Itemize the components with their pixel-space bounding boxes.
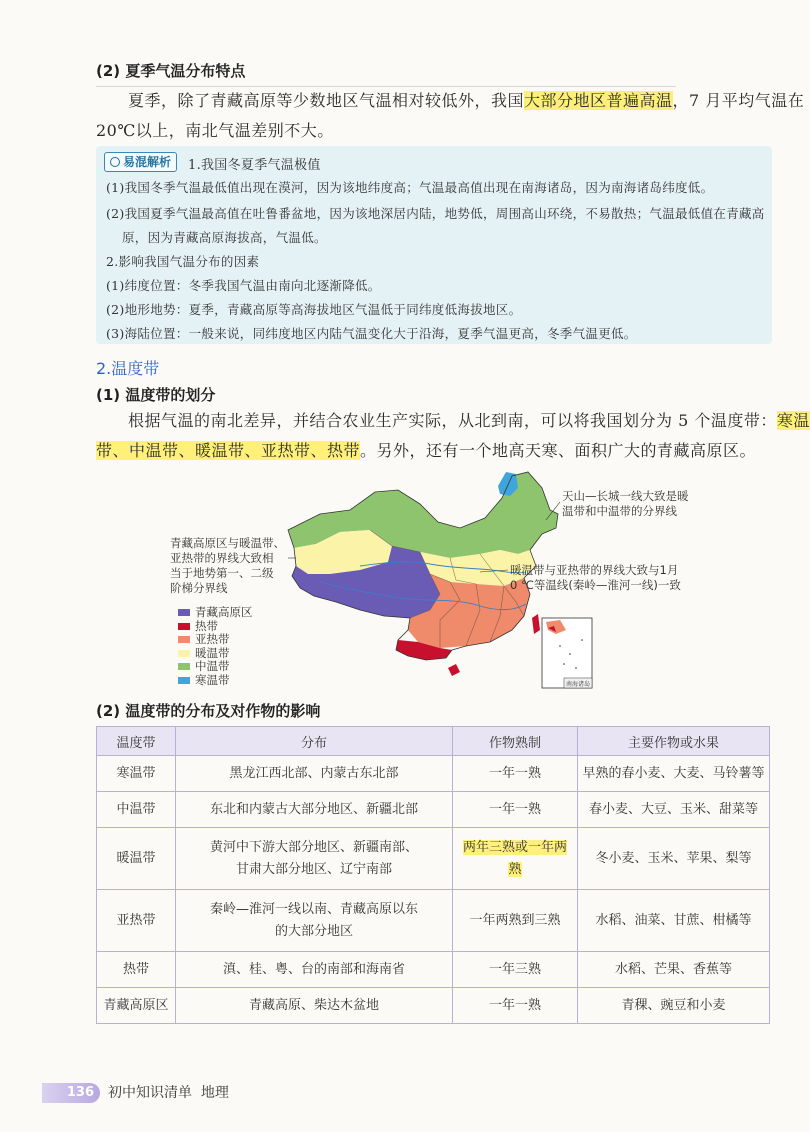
table-row: [97, 952, 770, 988]
cropping-cell: 一年一熟: [453, 988, 578, 1024]
cropping-cell: [453, 828, 578, 890]
analysis-line: (3)海陆位置：一般来说，同纬度地区内陆气温变化大于沿海，夏季气温更高，冬季气温更低。: [106, 326, 637, 341]
distribution-cell: 黑龙江西北部、内蒙古东北部: [176, 756, 453, 792]
legend-label: 青藏高原区: [195, 605, 253, 619]
band-cell: 中温带: [97, 792, 176, 828]
table-row: [97, 890, 770, 952]
crops-cell: 早熟的春小麦、大麦、马铃薯等: [578, 756, 770, 792]
map-annotation-left: 青藏高原区与暖温带、 亚热带的界线大致相 当于地势第一、二级 阶梯分界线: [170, 536, 285, 595]
analysis-title-1: 1.我国冬夏季气温极值: [188, 158, 321, 173]
table-row: [97, 792, 770, 828]
distribution-cell: 秦岭—淮河一线以南、青藏高原以东 的大部分地区: [176, 890, 453, 952]
crops-cell: 水稻、芒果、香蕉等: [578, 952, 770, 988]
map-annotation-top-right: 天山—长城一线大致是暖 温带和中温带的分界线: [562, 489, 689, 518]
highlight-text: 大部分地区普遍高温: [524, 91, 673, 110]
analysis-line: 原，因为青藏高原海拔高，气温低。: [122, 230, 327, 245]
crops-cell: 春小麦、大豆、玉米、甜菜等: [578, 792, 770, 828]
legend-swatch: [178, 663, 190, 670]
subheading-division: (1) 温度带的划分: [96, 386, 216, 404]
section-heading-summer: (2) 夏季气温分布特点: [96, 62, 246, 80]
page-number: 136: [42, 1083, 100, 1103]
cropping-cell: 一年一熟: [453, 756, 578, 792]
legend-label: 中温带: [195, 659, 230, 674]
cropping-cell: 一年两熟到三熟: [453, 890, 578, 952]
crops-cell: 青稞、豌豆和小麦: [578, 988, 770, 1024]
footer-title: 初中知识清单 地理: [108, 1085, 229, 1101]
analysis-line: (1)纬度位置：冬季我国气温由南向北逐渐降低。: [106, 278, 381, 293]
table-row: [97, 828, 770, 890]
table-header-row: [97, 727, 770, 756]
crops-cell: 水稻、油菜、甘蔗、柑橘等: [578, 890, 770, 952]
col-header: 分布: [176, 727, 453, 756]
temperature-zone-table: [96, 726, 770, 1024]
summer-paragraph-line2: 20℃以上，南北气温差别不大。: [96, 121, 334, 140]
distribution-cell: 青藏高原、柴达木盆地: [176, 988, 453, 1024]
legend-swatch: [178, 636, 190, 643]
subheading-distribution: (2) 温度带的分布及对作物的影响: [96, 702, 321, 720]
band-cell: 青藏高原区: [97, 988, 176, 1024]
legend-label: 亚热带: [195, 632, 230, 647]
distribution-cell: 东北和内蒙古大部分地区、新疆北部: [176, 792, 453, 828]
analysis-title-2: 2.影响我国气温分布的因素: [106, 254, 260, 269]
legend-swatch: [178, 609, 190, 616]
inset-label: 南海诸岛: [566, 681, 591, 688]
legend-label: 热带: [195, 618, 218, 633]
band-cell: 暖温带: [97, 828, 176, 890]
cropping-cell: 一年三熟: [453, 952, 578, 988]
legend-swatch: [178, 677, 190, 684]
highlight-text: 两年三熟或一年两熟: [462, 839, 567, 877]
analysis-line: (2)地形地势：夏季，青藏高原等高海拔地区气温低于同纬度低海拔地区。: [106, 302, 522, 317]
crops-cell: 冬小麦、玉米、苹果、梨等: [578, 828, 770, 890]
band-cell: 亚热带: [97, 890, 176, 952]
legend-label: 寒温带: [195, 673, 230, 687]
search-icon: [110, 157, 120, 167]
analysis-line: (1)我国冬季气温最低值出现在漠河，因为该地纬度高；气温最高值出现在南海诸岛，因为南海诸岛纬度低。: [106, 180, 714, 195]
analysis-line: (2)我国夏季气温最高值在吐鲁番盆地，因为该地深居内陆，地势低，周围高山环绕，不易散热；气温最低值在青藏高: [106, 206, 765, 221]
distribution-cell: 滇、桂、粤、台的南部和海南省: [176, 952, 453, 988]
cropping-cell: 一年一熟: [453, 792, 578, 828]
legend-swatch: [178, 650, 190, 657]
distribution-cell: 黄河中下游大部分地区、新疆南部、 甘肃大部分地区、辽宁南部: [176, 828, 453, 890]
annotation-leaders: [150, 480, 590, 600]
map-annotation-right: 暖温带与亚热带的界线大致与1月 0 ℃等温线(秦岭—淮河一线)一致: [510, 563, 681, 592]
band-cell: 寒温带: [97, 756, 176, 792]
analysis-box: [96, 146, 772, 344]
col-header: 主要作物或水果: [578, 727, 770, 756]
section-heading-zones: 2.温度带: [96, 359, 160, 378]
legend-item: [178, 672, 230, 688]
table-row: [97, 988, 770, 1024]
table-row: [97, 756, 770, 792]
band-cell: 热带: [97, 952, 176, 988]
summer-paragraph-line1: 夏季，除了青藏高原等少数地区气温相对较低外，我国大部分地区普遍高温，7 月平均气温在: [128, 91, 805, 110]
col-header: 作物熟制: [453, 727, 578, 756]
south-sea-inset: [542, 618, 592, 688]
zones-paragraph: 根据气温的南北差异，并结合农业生产实际，从北到南，可以将我国划分为 5 个温度带：寒温 带、中温带、暖温带、亚热带、热带。另外，还有一个地高天寒、面积广大的青藏高原区。: [96, 411, 810, 460]
legend-label: 暖温带: [195, 645, 230, 660]
col-header: 温度带: [97, 727, 176, 756]
legend-swatch: [178, 623, 190, 630]
analysis-tag: 易混解析: [104, 152, 177, 172]
